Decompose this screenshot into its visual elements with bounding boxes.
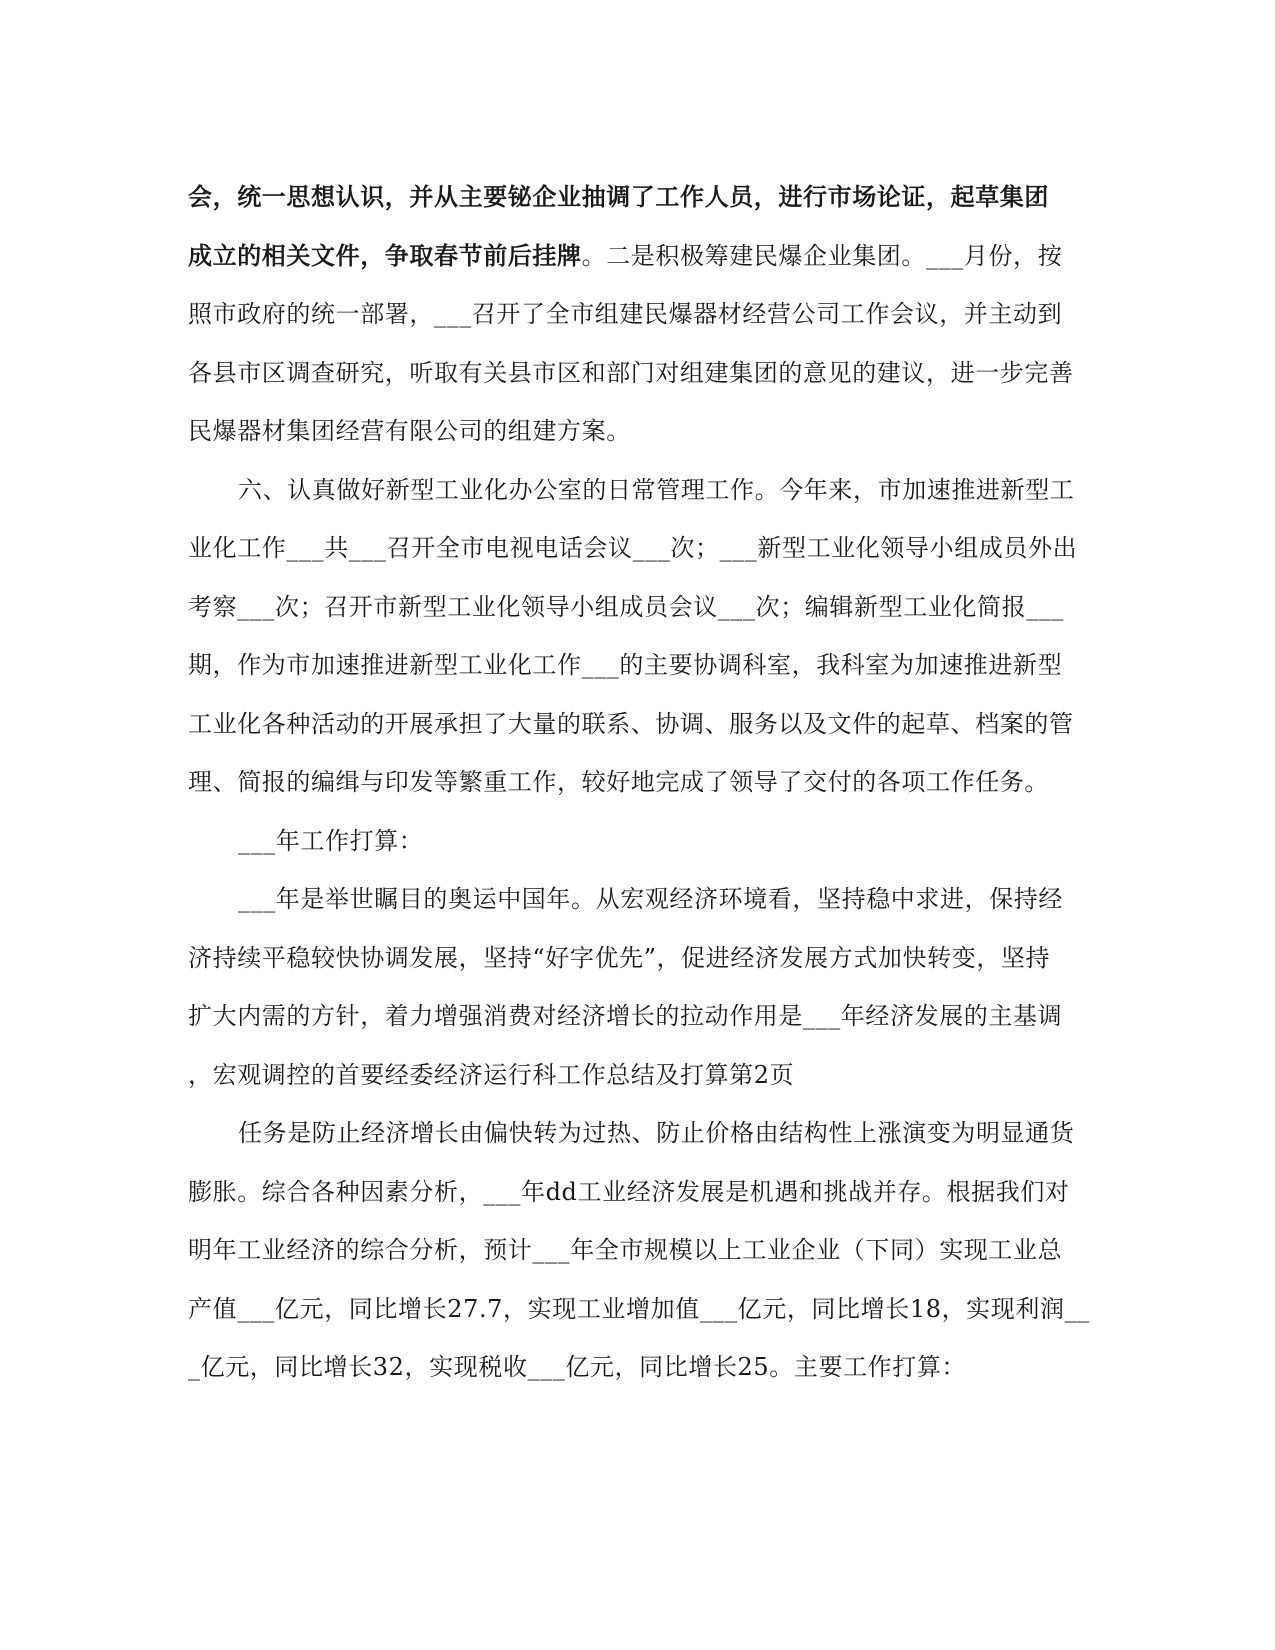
text-segment: 。二是积极筹建民爆企业集团。___月份，按: [581, 241, 1063, 270]
text-line: 理、简报的编缉与印发等繁重工作，较好地完成了领导了交付的各项工作任务。: [188, 768, 1049, 796]
text-line: 产值___亿元，同比增长27.7，实现工业增加值___亿元，同比增长18，实现利润__: [188, 1294, 1090, 1323]
text-line: 期，作为市加速推进新型工业化工作___的主要协调科室，我科室为加速推进新型: [188, 651, 1063, 679]
text-line: 业化工作___共___召开全市电视电话会议___次；___新型工业化领导小组成员外出: [188, 534, 1078, 562]
text-line: 民爆器材集团经营有限公司的组建方案。: [188, 417, 631, 445]
text-line: [188, 227, 1088, 286]
text-line: ___年工作打算：: [238, 826, 424, 855]
text-line: 照市政府的统一部署，___召开了全市组建民爆器材经营公司工作会议，并主动到: [188, 300, 1063, 328]
text-line: 会，统一思想认识，并从主要铋企业抽调了工作人员，进行市场论证，起草集团: [188, 182, 1049, 211]
text-line: _亿元，同比增长32，实现税收___亿元，同比增长25。主要工作打算：: [188, 1353, 967, 1381]
text-line: 六、认真做好新型工业化办公室的日常管理工作。今年来，市加速推进新型工: [238, 475, 1075, 504]
text-line: 济持续平稳较快协调发展，坚持“好字优先”，促进经济发展方式加快转变，坚持: [188, 943, 1051, 972]
text-segment-bold: 成立的相关文件，争取春节前后挂牌: [188, 240, 582, 270]
document-page: [188, 168, 1088, 1397]
text-line: 任务是防止经济增长由偏快转为过热、防止价格由结构性上涨演变为明显通货: [238, 1119, 1075, 1147]
text-line: 扩大内需的方针，着力增强消费对经济增长的拉动作用是___年经济发展的主基调: [188, 1002, 1063, 1030]
text-line: 明年工业经济的综合分析，预计___年全市规模以上工业企业（下同）实现工业总: [188, 1236, 1063, 1264]
text-line: 考察___次；召开市新型工业化领导小组成员会议___次；编辑新型工业化简报___: [188, 592, 1064, 621]
text-line: ，宏观调控的首要经委经济运行科工作总结及打算第2页: [188, 1060, 795, 1089]
text-line: ___年是举世瞩目的奥运中国年。从宏观经济环境看，坚持稳中求进，保持经: [238, 885, 1063, 913]
text-line: 膨胀。综合各种因素分析，___年dd工业经济发展是机遇和挑战并存。根据我们对: [188, 1177, 1070, 1206]
text-line: 各县市区调查研究，听取有关县市区和部门对组建集团的意见的建议，进一步完善: [188, 358, 1074, 387]
text-line: 工业化各种活动的开展承担了大量的联系、协调、服务以及文件的起草、档案的管: [188, 709, 1074, 738]
